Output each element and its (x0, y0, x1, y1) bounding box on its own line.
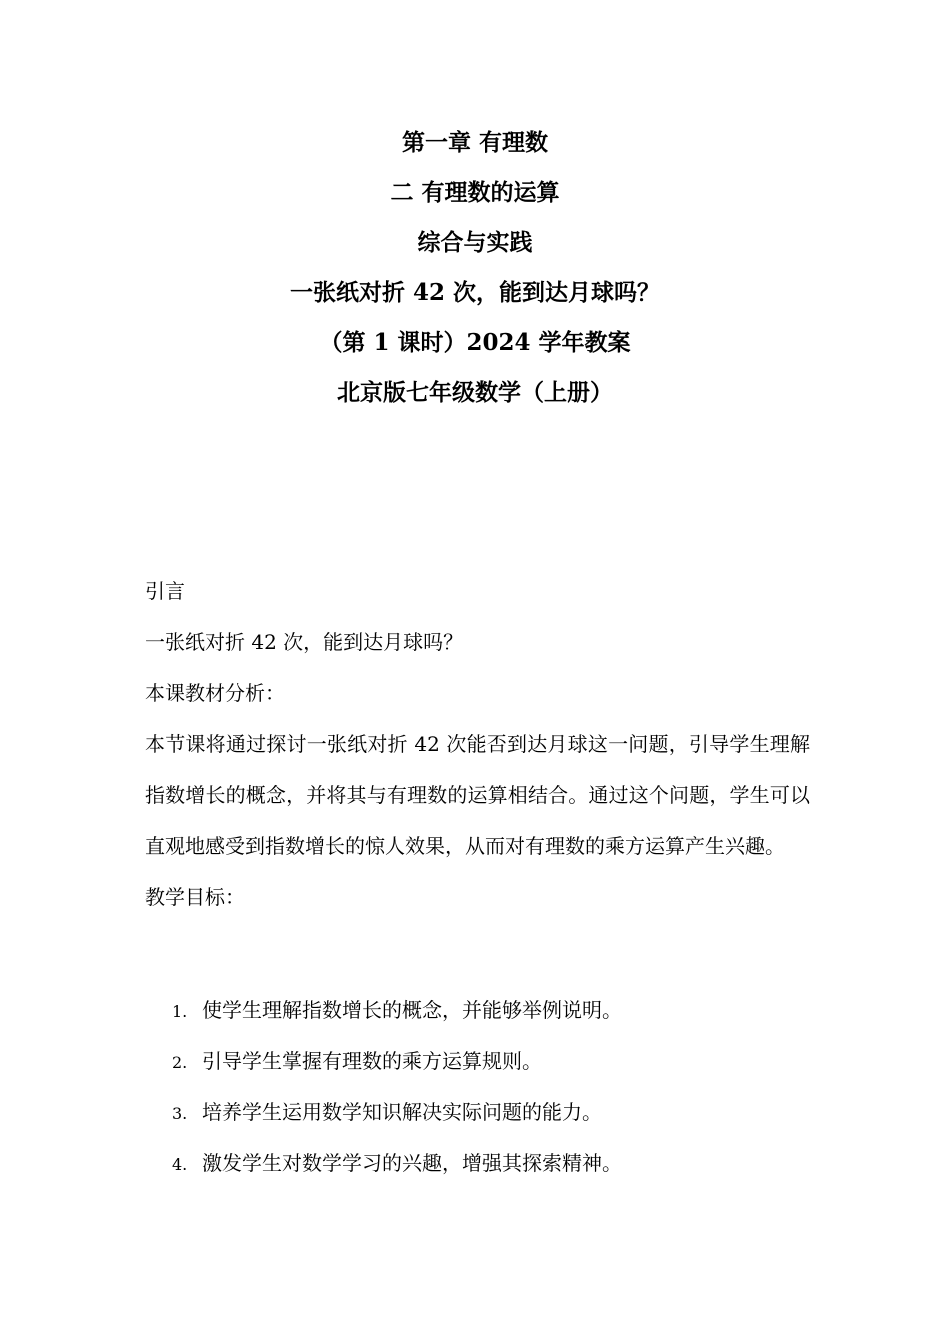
list-item (172, 1138, 812, 1189)
list-item (172, 1036, 812, 1087)
section-title: 二 有理数的运算 (390, 179, 560, 206)
list-item-number: 4. (172, 1155, 188, 1174)
body-text (145, 566, 810, 923)
goals-list (172, 985, 812, 1189)
list-item-number: 1. (172, 1002, 188, 1021)
title-block (0, 118, 950, 418)
analysis-paragraph: 本节课将通过探讨一张纸对折 42 次能否到达月球这一问题，引导学生理解指数增长的概念，并将其与有理数的运算相结合。通过这个问题，学生可以直观地感受到指数增长的惊人效果，从而对有理数的乘方运算产生兴趣。 (145, 732, 810, 858)
chapter-title: 第一章 有理数 (401, 129, 548, 156)
list-item-text: 培养学生运用数学知识解决实际问题的能力。 (202, 1100, 602, 1124)
lesson-title: 一张纸对折 42 次，能到达月球吗？ (289, 279, 661, 306)
intro-question: 一张纸对折 42 次，能到达月球吗？ (145, 630, 464, 654)
textbook-title: 北京版七年级数学（上册） (337, 379, 613, 406)
analysis-heading: 本课教材分析： (145, 681, 285, 705)
lesson-period-title: （第 1 课时）2024 学年教案 (319, 329, 631, 356)
goals-heading: 教学目标： (145, 885, 245, 909)
list-item-text: 激发学生对数学学习的兴趣，增强其探索精神。 (202, 1151, 622, 1175)
unit-title: 综合与实践 (417, 229, 533, 256)
list-item (172, 985, 812, 1036)
list-item-text: 使学生理解指数增长的概念，并能够举例说明。 (202, 998, 622, 1022)
list-item-text: 引导学生掌握有理数的乘方运算规则。 (202, 1049, 542, 1073)
list-item-number: 3. (172, 1104, 188, 1123)
intro-heading: 引言 (145, 579, 185, 603)
list-item (172, 1087, 812, 1138)
list-item-number: 2. (172, 1053, 188, 1072)
